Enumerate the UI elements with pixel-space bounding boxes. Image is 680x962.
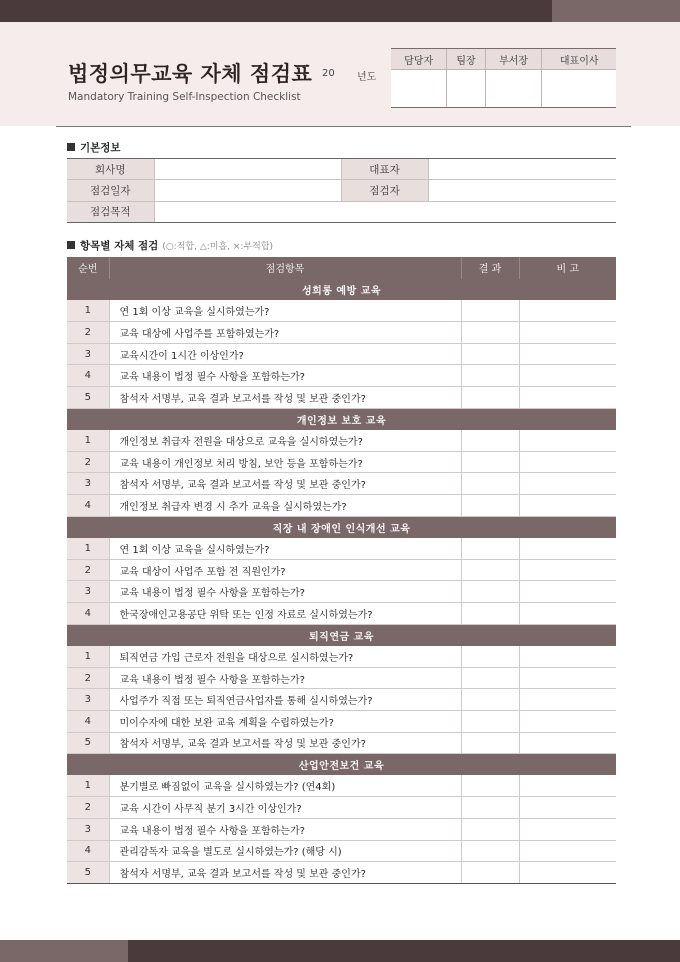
item-text: 미이수자에 대한 보완 교육 계획을 수립하였는가? bbox=[109, 710, 461, 732]
item-number: 4 bbox=[67, 365, 109, 387]
table-row bbox=[67, 646, 616, 668]
col-header-num: 순번 bbox=[67, 257, 109, 279]
item-text: 연 1회 이상 교육을 실시하였는가? bbox=[109, 538, 461, 560]
note-cell[interactable] bbox=[519, 732, 616, 754]
approval-col-ceo: 대표이사 bbox=[542, 49, 616, 70]
table-row bbox=[67, 840, 616, 862]
result-cell[interactable] bbox=[461, 451, 519, 473]
item-number: 1 bbox=[67, 646, 109, 668]
checklist-body bbox=[67, 279, 616, 884]
item-text: 참석자 서명부, 교육 결과 보고서를 작성 및 보관 중인가? bbox=[109, 862, 461, 884]
note-cell[interactable] bbox=[519, 818, 616, 840]
item-number: 4 bbox=[67, 603, 109, 625]
result-cell[interactable] bbox=[461, 603, 519, 625]
note-cell[interactable] bbox=[519, 581, 616, 603]
note-cell[interactable] bbox=[519, 495, 616, 517]
purpose-field[interactable] bbox=[154, 201, 616, 222]
item-text: 개인정보 취급자 변경 시 추가 교육을 실시하였는가? bbox=[109, 495, 461, 517]
ceo-field[interactable] bbox=[428, 159, 616, 180]
item-number: 2 bbox=[67, 451, 109, 473]
header-divider bbox=[56, 126, 631, 127]
item-number: 3 bbox=[67, 581, 109, 603]
item-number: 5 bbox=[67, 387, 109, 409]
top-bar-accent bbox=[552, 0, 680, 22]
item-number: 2 bbox=[67, 559, 109, 581]
item-text: 교육 내용이 법정 필수 사항을 포함하는가? bbox=[109, 818, 461, 840]
item-text: 참석자 서명부, 교육 결과 보고서를 작성 및 보관 중인가? bbox=[109, 473, 461, 495]
table-row bbox=[67, 797, 616, 819]
category-row bbox=[67, 624, 616, 646]
item-number: 5 bbox=[67, 862, 109, 884]
table-row bbox=[67, 495, 616, 517]
approval-sign-dept-head[interactable] bbox=[485, 70, 542, 108]
table-row bbox=[67, 365, 616, 387]
item-number: 2 bbox=[67, 322, 109, 344]
ceo-label: 대표자 bbox=[341, 159, 428, 180]
approval-col-team-lead: 팀장 bbox=[447, 49, 485, 70]
note-cell[interactable] bbox=[519, 559, 616, 581]
table-row bbox=[67, 387, 616, 409]
table-row bbox=[67, 300, 616, 322]
result-cell[interactable] bbox=[461, 732, 519, 754]
item-text: 개인정보 취급자 전원을 대상으로 교육을 실시하였는가? bbox=[109, 430, 461, 452]
item-text: 교육 대상에 사업주를 포함하였는가? bbox=[109, 322, 461, 344]
category-title: 퇴직연금 교육 bbox=[67, 624, 616, 646]
company-field[interactable] bbox=[154, 159, 341, 180]
item-number: 4 bbox=[67, 495, 109, 517]
item-text: 연 1회 이상 교육을 실시하였는가? bbox=[109, 300, 461, 322]
note-cell[interactable] bbox=[519, 646, 616, 668]
basic-info-heading: 기본정보 bbox=[67, 140, 121, 155]
table-row bbox=[67, 343, 616, 365]
square-bullet-icon bbox=[67, 143, 75, 151]
item-text: 교육 시간이 사무직 분기 3시간 이상인가? bbox=[109, 797, 461, 819]
approval-signature-table bbox=[391, 48, 616, 108]
note-cell[interactable] bbox=[519, 473, 616, 495]
inspector-field[interactable] bbox=[428, 180, 616, 201]
item-text: 사업주가 직접 또는 퇴직연금사업자를 통해 실시하였는가? bbox=[109, 689, 461, 711]
result-cell[interactable] bbox=[461, 322, 519, 344]
approval-sign-staff[interactable] bbox=[391, 70, 447, 108]
document-subtitle: Mandatory Training Self-Inspection Checklist bbox=[68, 91, 301, 103]
table-row bbox=[67, 559, 616, 581]
year-suffix: 년도 bbox=[357, 72, 377, 83]
item-number: 3 bbox=[67, 818, 109, 840]
category-row bbox=[67, 408, 616, 430]
item-number: 3 bbox=[67, 689, 109, 711]
note-cell[interactable] bbox=[519, 343, 616, 365]
note-cell[interactable] bbox=[519, 451, 616, 473]
result-cell[interactable] bbox=[461, 818, 519, 840]
note-cell[interactable] bbox=[519, 862, 616, 884]
category-title: 개인정보 보호 교육 bbox=[67, 408, 616, 430]
approval-sign-ceo[interactable] bbox=[542, 70, 616, 108]
bottom-bar-accent bbox=[0, 940, 128, 962]
category-title: 성희롱 예방 교육 bbox=[67, 279, 616, 301]
item-number: 3 bbox=[67, 343, 109, 365]
item-text: 참석자 서명부, 교육 결과 보고서를 작성 및 보관 중인가? bbox=[109, 387, 461, 409]
date-field[interactable] bbox=[154, 180, 341, 201]
item-text: 분기별로 빠짐없이 교육을 실시하였는가? (연4회) bbox=[109, 775, 461, 797]
item-text: 퇴직연금 가입 근로자 전원을 대상으로 실시하였는가? bbox=[109, 646, 461, 668]
inspector-label: 점검자 bbox=[341, 180, 428, 201]
bottom-decorative-bar bbox=[0, 940, 680, 962]
result-cell[interactable] bbox=[461, 365, 519, 387]
document-header bbox=[0, 22, 680, 126]
note-cell[interactable] bbox=[519, 797, 616, 819]
result-cell[interactable] bbox=[461, 840, 519, 862]
result-cell[interactable] bbox=[461, 797, 519, 819]
company-label: 회사명 bbox=[67, 159, 154, 180]
item-number: 1 bbox=[67, 538, 109, 560]
table-row bbox=[67, 862, 616, 884]
item-text: 교육 내용이 법정 필수 사항을 포함하는가? bbox=[109, 365, 461, 387]
result-legend: (○:적합, △:미흡, ×:부적합) bbox=[162, 242, 274, 252]
item-number: 4 bbox=[67, 840, 109, 862]
approval-col-staff: 담당자 bbox=[391, 49, 447, 70]
table-row bbox=[67, 710, 616, 732]
item-number: 1 bbox=[67, 430, 109, 452]
result-cell[interactable] bbox=[461, 430, 519, 452]
note-cell[interactable] bbox=[519, 840, 616, 862]
note-cell[interactable] bbox=[519, 667, 616, 689]
result-cell[interactable] bbox=[461, 300, 519, 322]
checklist-heading: 항목별 자체 점검 (○:적합, △:미흡, ×:부적합) bbox=[67, 238, 273, 253]
result-cell[interactable] bbox=[461, 559, 519, 581]
item-text: 교육 내용이 개인정보 처리 방침, 보안 등을 포함하는가? bbox=[109, 451, 461, 473]
checklist-table bbox=[67, 257, 616, 884]
item-text: 관리감독자 교육을 별도로 실시하였는가? (해당 시) bbox=[109, 840, 461, 862]
item-number: 4 bbox=[67, 710, 109, 732]
year-prefix: 20 bbox=[322, 68, 335, 79]
item-number: 3 bbox=[67, 473, 109, 495]
category-title: 산업안전보건 교육 bbox=[67, 754, 616, 776]
result-cell[interactable] bbox=[461, 387, 519, 409]
note-cell[interactable] bbox=[519, 538, 616, 560]
result-cell[interactable] bbox=[461, 710, 519, 732]
approval-col-dept-head: 부서장 bbox=[485, 49, 542, 70]
category-row bbox=[67, 754, 616, 776]
table-row bbox=[67, 775, 616, 797]
square-bullet-icon bbox=[67, 241, 75, 249]
item-text: 참석자 서명부, 교육 결과 보고서를 작성 및 보관 중인가? bbox=[109, 732, 461, 754]
result-cell[interactable] bbox=[461, 646, 519, 668]
table-row bbox=[67, 581, 616, 603]
note-cell[interactable] bbox=[519, 387, 616, 409]
note-cell[interactable] bbox=[519, 603, 616, 625]
result-cell[interactable] bbox=[461, 538, 519, 560]
item-number: 2 bbox=[67, 797, 109, 819]
col-header-note: 비 고 bbox=[519, 257, 616, 279]
note-cell[interactable] bbox=[519, 430, 616, 452]
item-number: 1 bbox=[67, 775, 109, 797]
result-cell[interactable] bbox=[461, 581, 519, 603]
category-title: 직장 내 장애인 인식개선 교육 bbox=[67, 516, 616, 538]
table-row bbox=[67, 430, 616, 452]
item-text: 한국장애인고용공단 위탁 또는 인정 자료로 실시하였는가? bbox=[109, 603, 461, 625]
col-header-result: 결 과 bbox=[461, 257, 519, 279]
table-row bbox=[67, 689, 616, 711]
note-cell[interactable] bbox=[519, 322, 616, 344]
item-number: 1 bbox=[67, 300, 109, 322]
note-cell[interactable] bbox=[519, 689, 616, 711]
item-text: 교육시간이 1시간 이상인가? bbox=[109, 343, 461, 365]
purpose-label: 점검목적 bbox=[67, 201, 154, 222]
result-cell[interactable] bbox=[461, 343, 519, 365]
document-title: 법정의무교육 자체 점검표 bbox=[68, 62, 313, 86]
table-row bbox=[67, 451, 616, 473]
item-text: 교육 내용이 법정 필수 사항을 포함하는가? bbox=[109, 581, 461, 603]
table-row bbox=[67, 667, 616, 689]
note-cell[interactable] bbox=[519, 300, 616, 322]
item-text: 교육 내용이 법정 필수 사항을 포함하는가? bbox=[109, 667, 461, 689]
table-row bbox=[67, 322, 616, 344]
approval-sign-team-lead[interactable] bbox=[447, 70, 485, 108]
item-number: 2 bbox=[67, 667, 109, 689]
table-row bbox=[67, 818, 616, 840]
top-decorative-bar bbox=[0, 0, 680, 22]
date-label: 점검일자 bbox=[67, 180, 154, 201]
note-cell[interactable] bbox=[519, 365, 616, 387]
table-row bbox=[67, 732, 616, 754]
table-row bbox=[67, 473, 616, 495]
basic-info-table bbox=[67, 158, 616, 223]
table-row bbox=[67, 538, 616, 560]
table-row bbox=[67, 603, 616, 625]
result-cell[interactable] bbox=[461, 495, 519, 517]
col-header-item: 점검항목 bbox=[109, 257, 461, 279]
item-number: 5 bbox=[67, 732, 109, 754]
note-cell[interactable] bbox=[519, 710, 616, 732]
category-row bbox=[67, 516, 616, 538]
note-cell[interactable] bbox=[519, 775, 616, 797]
result-cell[interactable] bbox=[461, 473, 519, 495]
item-text: 교육 대상이 사업주 포함 전 직원인가? bbox=[109, 559, 461, 581]
result-cell[interactable] bbox=[461, 667, 519, 689]
result-cell[interactable] bbox=[461, 775, 519, 797]
result-cell[interactable] bbox=[461, 689, 519, 711]
result-cell[interactable] bbox=[461, 862, 519, 884]
category-row bbox=[67, 279, 616, 301]
